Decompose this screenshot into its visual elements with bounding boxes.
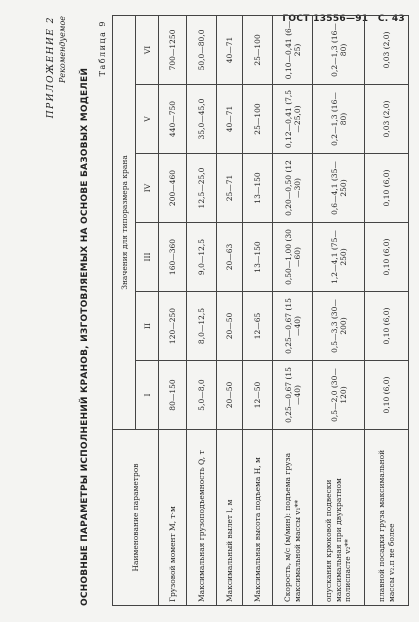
parameter-value: 5,0—8,0: [187, 361, 217, 430]
parameter-value: 40—71: [217, 85, 243, 154]
table-row: [243, 15, 273, 605]
parameter-value: 25—71: [217, 154, 243, 223]
appendix-title: ПРИЛОЖЕНИЕ 2: [46, 16, 56, 119]
parameter-value: 0,5—3,3 (30—200): [313, 292, 365, 361]
parameter-value: 50,0—80,0: [187, 15, 217, 84]
parameter-value: 160—360: [159, 223, 187, 292]
parameter-value: 1,2—4,1 (75—250): [313, 223, 365, 292]
parameter-name: опускания крюковой подвески максимальная при двукратном полиспасте v₂**: [313, 430, 365, 606]
parameter-value: 0,03 (2,0): [365, 85, 409, 154]
page-number: С. 43: [377, 14, 405, 24]
table-row: [187, 15, 217, 605]
rotated-page-body: [46, 16, 406, 606]
parameter-value: 0,10 (6,0): [365, 154, 409, 223]
type-header: II: [136, 292, 159, 361]
table-body: [159, 15, 409, 605]
parameter-value: 0,12—0,41 (7,5—25,0): [273, 85, 313, 154]
table-row: [217, 15, 243, 605]
parameter-value: 0,10—0,41 (6—25): [273, 15, 313, 84]
parameter-value: 0,10 (6,0): [365, 223, 409, 292]
parameter-name: Максимальный вылет l, м: [217, 430, 243, 606]
parameter-value: 13—150: [243, 223, 273, 292]
type-header: III: [136, 223, 159, 292]
parameter-value: 12—65: [243, 292, 273, 361]
parameters-table: [112, 15, 409, 606]
parameter-value: 20—63: [217, 223, 243, 292]
document-title: ОСНОВНЫЕ ПАРАМЕТРЫ ИСПОЛНЕНИЙ КРАНОВ, ИЗГОТОВЛЯЕМЫХ НА ОСНОВЕ БАЗОВЫХ МОДЕЛЕЙ: [80, 67, 90, 606]
parameter-value: 0,25—0,67 (15—40): [273, 292, 313, 361]
parameter-name: Максимальная высота подъема H, м: [243, 430, 273, 606]
parameter-value: 8,0—12,5: [187, 292, 217, 361]
type-group-header: Значения для типоразмера крана: [113, 15, 136, 429]
parameter-value: 25—100: [243, 85, 273, 154]
table-row: [159, 15, 187, 605]
table-label: Таблица 9: [98, 20, 107, 77]
type-header: I: [136, 361, 159, 430]
type-header: IV: [136, 154, 159, 223]
parameter-value: 0,10 (6,0): [365, 292, 409, 361]
parameter-value: 9,0—12,5: [187, 223, 217, 292]
parameter-value: 0,5—2,0 (30—120): [313, 361, 365, 430]
parameter-value: 12—50: [243, 361, 273, 430]
parameter-value: 13—150: [243, 154, 273, 223]
table-row: [273, 15, 313, 605]
table-row: [313, 15, 365, 605]
gost-number: ГОСТ 13556—91: [282, 14, 369, 24]
type-header: V: [136, 85, 159, 154]
parameter-value: 0,6—4,1 (35—250): [313, 154, 365, 223]
parameter-value: 0,2—1,3 (16—80): [313, 15, 365, 84]
param-column-header: Наименование параметров: [113, 430, 159, 606]
table-row: [365, 15, 409, 605]
parameter-value: 35,0—45,0: [187, 85, 217, 154]
parameter-value: 80—150: [159, 361, 187, 430]
parameter-value: 25—100: [243, 15, 273, 84]
parameter-value: 0,2—1,3 (16—80): [313, 85, 365, 154]
parameter-name: Грузовой момент M, т·м: [159, 430, 187, 606]
parameter-value: 0,20—0,50 (12—30): [273, 154, 313, 223]
parameter-value: 20—50: [217, 292, 243, 361]
parameter-value: 12,5—25,0: [187, 154, 217, 223]
parameter-name: плавной посадки груза максимальной массы v₂.п не более: [365, 430, 409, 606]
parameter-value: 120—250: [159, 292, 187, 361]
appendix-note: Рекомендуемое: [58, 16, 67, 83]
parameter-value: 20—50: [217, 361, 243, 430]
parameter-value: 200—460: [159, 154, 187, 223]
parameter-value: 0,25—0,67 (15—40): [273, 361, 313, 430]
parameter-name: Скорость, м/с (м/мин): подъема груза максимальной массы v₁**: [273, 430, 313, 606]
type-header: VI: [136, 15, 159, 84]
parameter-value: 440—750: [159, 85, 187, 154]
parameter-name: Максимальная грузоподъемность Q, т: [187, 430, 217, 606]
parameter-value: 0,03 (2,0): [365, 15, 409, 84]
parameter-value: 40—71: [217, 15, 243, 84]
parameter-value: 0,50—1,00 (30—60): [273, 223, 313, 292]
parameter-value: 0,10 (6,0): [365, 361, 409, 430]
parameter-value: 700—1250: [159, 15, 187, 84]
